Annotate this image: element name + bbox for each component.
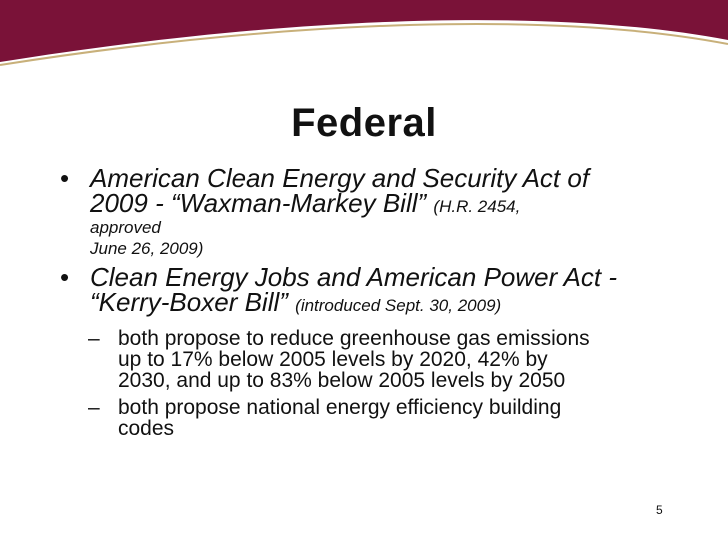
bill-note-line: approved bbox=[90, 218, 161, 237]
sub-bullet-line: both propose to reduce greenhouse gas emissions bbox=[118, 327, 590, 350]
bullet-text-line bbox=[90, 287, 680, 317]
bullet-text: “Kerry-Boxer Bill” bbox=[90, 287, 288, 317]
bullet-waxman-markey bbox=[60, 163, 680, 259]
banner-shape bbox=[0, 0, 728, 62]
sub-bullet-glyph: – bbox=[88, 327, 100, 350]
header-banner bbox=[0, 0, 728, 90]
sub-bullet-glyph: – bbox=[88, 396, 100, 419]
bullet-text-line: Clean Energy Jobs and American Power Act - bbox=[90, 262, 617, 292]
sub-bullet-emissions bbox=[60, 328, 680, 391]
bullet-text: 2009 - “Waxman-Markey Bill” bbox=[90, 188, 427, 218]
bullet-kerry-boxer bbox=[60, 262, 680, 317]
sub-bullet-line: up to 17% below 2005 levels by 2020, 42% by bbox=[118, 348, 548, 371]
bullet-glyph: • bbox=[60, 262, 70, 292]
bullet-text-line: American Clean Energy and Security Act of bbox=[90, 163, 590, 193]
sub-bullet-line: codes bbox=[118, 417, 175, 440]
bill-note: (H.R. 2454, bbox=[433, 197, 521, 216]
bill-note-line: June 26, 2009) bbox=[90, 239, 204, 258]
bill-note: (introduced Sept. 30, 2009) bbox=[295, 296, 502, 315]
bullet-glyph: • bbox=[60, 163, 70, 193]
sub-bullet-line: 2030, and up to 83% below 2005 levels by 2050 bbox=[118, 369, 566, 392]
sub-bullet-line: both propose national energy efficiency building bbox=[118, 396, 562, 419]
page-number: 5 bbox=[656, 503, 663, 517]
sub-bullet-building-codes bbox=[60, 397, 680, 439]
bullet-text-line bbox=[90, 188, 680, 218]
slide-content bbox=[60, 163, 680, 440]
slide-title: Federal bbox=[291, 101, 437, 145]
